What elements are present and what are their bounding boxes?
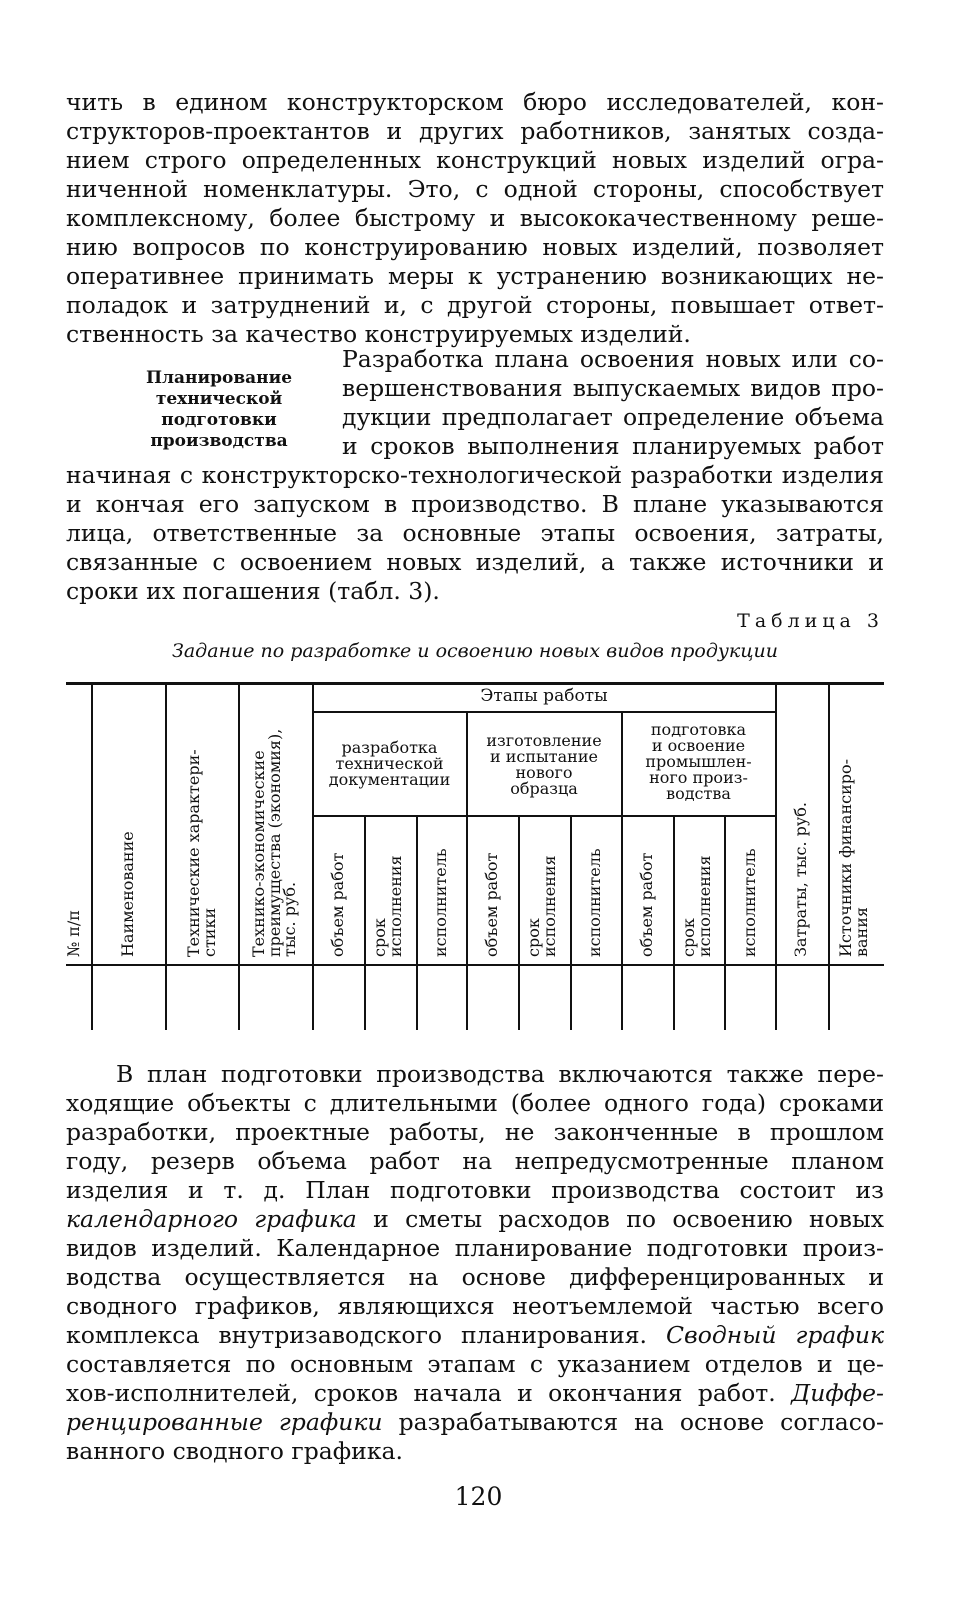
groups-rule xyxy=(313,815,775,817)
header-text-line: исполнения xyxy=(694,855,714,957)
italic-term: Сводный график xyxy=(666,1321,884,1349)
vline xyxy=(91,684,93,1030)
header-text-line: Затраты, тыс. руб. xyxy=(791,802,810,957)
header-text-line: технической xyxy=(335,754,444,773)
text-line: и сроков выполнения планируемых работ xyxy=(342,432,884,460)
header-text-line: разработка xyxy=(341,738,438,757)
header-text-line: исполнитель xyxy=(740,848,759,957)
header-text-line: срок xyxy=(370,918,389,957)
header-bottom-rule xyxy=(66,964,884,966)
header-text-line: Технико-экономические xyxy=(249,750,268,957)
vline xyxy=(518,816,520,1030)
header-text-line: Технические характери- xyxy=(184,749,203,957)
header-text-line: исполнитель xyxy=(431,848,450,957)
text-line xyxy=(66,1321,884,1350)
col-header-tech xyxy=(186,749,217,957)
vline xyxy=(673,816,675,1030)
text-line: лица, ответственные за основные этапы освоения, затраты, xyxy=(66,519,884,547)
col-header-volume xyxy=(639,853,655,957)
bottom-paragraph xyxy=(66,1060,884,1466)
group-header-prototype xyxy=(467,733,621,797)
vline xyxy=(416,816,418,1030)
group-header-production xyxy=(622,722,775,802)
header-text-line: и освоение xyxy=(651,736,746,755)
text-line: сроки их погашения (табл. 3). xyxy=(66,577,440,605)
text-line: ходящие объекты с длительными (более одного года) сроками xyxy=(66,1089,884,1117)
text-line: ванного сводного графика. xyxy=(66,1437,403,1465)
header-text-line: образца xyxy=(510,779,578,798)
header-text-line: изготовление xyxy=(486,731,602,750)
text-line: начиная с конструкторско-технологической разработки изделия xyxy=(66,461,884,489)
side-heading-line: производства xyxy=(150,431,288,451)
vline xyxy=(238,684,240,1030)
text-line xyxy=(66,1205,884,1234)
header-text-line: срок xyxy=(524,918,543,957)
header-text-line: и испытание xyxy=(490,747,598,766)
italic-term: календарного графика xyxy=(66,1205,357,1233)
header-text-line: вания xyxy=(851,907,871,957)
col-header-econ xyxy=(251,729,298,957)
table-number: Таблица 3 xyxy=(737,610,884,632)
col-header-volume xyxy=(330,853,346,957)
header-text-line: ного произ- xyxy=(649,768,748,787)
header-text-line: Наименование xyxy=(118,831,137,957)
stages-rule xyxy=(313,711,775,713)
header-text-line: промышлен- xyxy=(645,752,752,771)
text-line: вершенствования выпускаемых видов про- xyxy=(342,374,884,402)
vline xyxy=(312,684,314,1030)
table-caption: Задание по разработке и освоению новых видов продукции xyxy=(171,640,779,662)
text-line: составляется по основным этапам с указанием отделов и це- xyxy=(66,1350,884,1378)
side-heading-line: Планирование xyxy=(145,368,293,388)
text-line: и кончая его запуском в производство. В плане указываются xyxy=(66,490,884,518)
header-text-line: тыс. руб. xyxy=(280,881,299,957)
text-line: структоров-проектантов и других работников, занятых созда- xyxy=(66,117,884,145)
header-text-line: водства xyxy=(666,784,731,803)
side-heading-line: технической подготовки xyxy=(155,389,283,430)
col-header-number xyxy=(66,910,82,957)
header-text-line: объем работ xyxy=(482,852,501,957)
header-text-line: преимущества (экономия), xyxy=(264,728,284,957)
col-header-sources xyxy=(838,759,869,957)
col-header-term xyxy=(372,855,403,957)
header-text-line: исполнения xyxy=(385,855,405,957)
col-header-executor xyxy=(433,848,449,957)
col-header-term xyxy=(526,855,557,957)
vline xyxy=(724,816,726,1030)
col-header-costs xyxy=(793,802,809,957)
text-fragment: и сметы расходов по освоению новых xyxy=(356,1205,884,1233)
header-text-line: исполнения xyxy=(539,855,559,957)
italic-term: Диффе- xyxy=(791,1379,884,1407)
text-fragment: комплекса внутризаводского планирования. xyxy=(66,1321,667,1349)
vline xyxy=(828,684,830,1030)
page-number: 120 xyxy=(454,1482,503,1511)
text-line: Разработка плана освоения новых или со- xyxy=(342,345,884,373)
col-header-name xyxy=(120,831,136,957)
header-text-line: Источники финансиро- xyxy=(836,758,855,957)
col-header-volume xyxy=(484,853,500,957)
text-line: поладок и затруднений и, с другой стороны, повышает ответ- xyxy=(66,291,884,319)
italic-term: ренцированные графики xyxy=(66,1408,383,1436)
text-line: комплексному, более быстрому и высококачественному реше- xyxy=(66,204,884,232)
vline xyxy=(364,816,366,1030)
text-line: связанные с освоением новых изделий, а также источники и xyxy=(66,548,884,576)
stages-header: Этапы работы xyxy=(480,686,608,706)
text-line: нием строго определенных конструкций новых изделий огра- xyxy=(66,146,884,174)
header-text-line: № п/п xyxy=(64,910,83,957)
header-text-line: исполнитель xyxy=(585,848,604,957)
text-line: видов изделий. Календарное планирование подготовки произ- xyxy=(66,1234,884,1262)
text-line: ниченной номенклатуры. Это, с одной стороны, способствует xyxy=(66,175,884,203)
vline xyxy=(570,816,572,1030)
text-line: нию вопросов по конструированию новых изделий, позволяет xyxy=(66,233,884,261)
text-line: сводного графиков, являющихся неотъемлемой частью всего xyxy=(66,1292,884,1320)
header-text-line: стики xyxy=(199,907,219,957)
text-line xyxy=(66,1408,884,1437)
vline xyxy=(775,684,777,1030)
text-line xyxy=(66,1379,884,1408)
header-text-line: объем работ xyxy=(328,852,347,957)
text-line: В план подготовки производства включаются также пере- xyxy=(116,1060,884,1088)
header-text-line: подготовка xyxy=(650,720,747,739)
text-line: разработки, проектные работы, не законченные в прошлом xyxy=(66,1118,884,1146)
text-line: оперативнее принимать меры к устранению возникающих не- xyxy=(66,262,884,290)
col-header-term xyxy=(681,855,712,957)
header-text-line: срок xyxy=(679,918,698,957)
vline xyxy=(165,684,167,1030)
group-header-documentation xyxy=(313,740,466,788)
col-header-executor xyxy=(742,848,758,957)
text-line: водства осуществляется на основе дифференцированных и xyxy=(66,1263,884,1291)
table-top-rule xyxy=(66,682,884,685)
col-header-executor xyxy=(587,848,603,957)
text-line: году, резерв объема работ на непредусмотренные планом xyxy=(66,1147,884,1175)
header-text-line: документации xyxy=(328,770,451,789)
text-line: изделия и т. д. План подготовки производства состоит из xyxy=(66,1176,884,1204)
text-line: ственность за качество конструируемых изделий. xyxy=(66,320,691,348)
text-line: дукции предполагает определение объема xyxy=(342,403,884,431)
header-text-line: объем работ xyxy=(637,852,656,957)
header-text-line: нового xyxy=(515,763,573,782)
text-line: чить в едином конструкторском бюро исследователей, кон- xyxy=(66,88,884,116)
text-fragment: хов-исполнителей, сроков начала и окончания работ. xyxy=(66,1379,792,1407)
text-fragment: разрабатываются на основе согласо- xyxy=(382,1408,884,1436)
